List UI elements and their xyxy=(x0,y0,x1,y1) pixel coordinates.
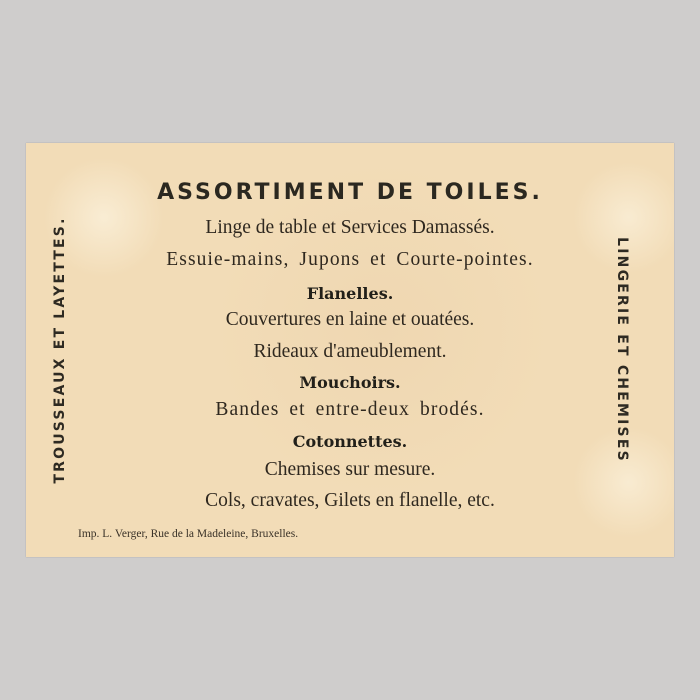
printer-imprint: Imp. L. Verger, Rue de la Madeleine, Bruxelles. xyxy=(78,528,299,540)
trade-card xyxy=(26,143,674,557)
line-blankets: Couvertures en laine et ouatées. xyxy=(225,309,475,330)
card-heading: ASSORTIMENT DE TOILES. xyxy=(157,180,543,205)
line-embroidery: Bandes et entre-deux brodés. xyxy=(215,399,485,420)
line-curtains: Rideaux d'ameublement. xyxy=(253,341,447,362)
line-collars: Cols, cravates, Gilets en flanelle, etc. xyxy=(205,490,495,511)
section-cotonnettes: Cotonnettes. xyxy=(292,432,408,451)
line-towels: Essuie-mains, Jupons et Courte-pointes. xyxy=(166,249,534,270)
section-mouchoirs: Mouchoirs. xyxy=(299,373,401,392)
side-text-right: LINGERIE ET CHEMISES xyxy=(614,237,630,463)
side-text-left: TROUSSEAUX ET LAYETTES. xyxy=(52,216,68,484)
line-table-linen: Linge de table et Services Damassés. xyxy=(205,217,495,238)
section-flanelles: Flanelles. xyxy=(306,284,394,303)
line-shirts: Chemises sur mesure. xyxy=(264,459,436,480)
